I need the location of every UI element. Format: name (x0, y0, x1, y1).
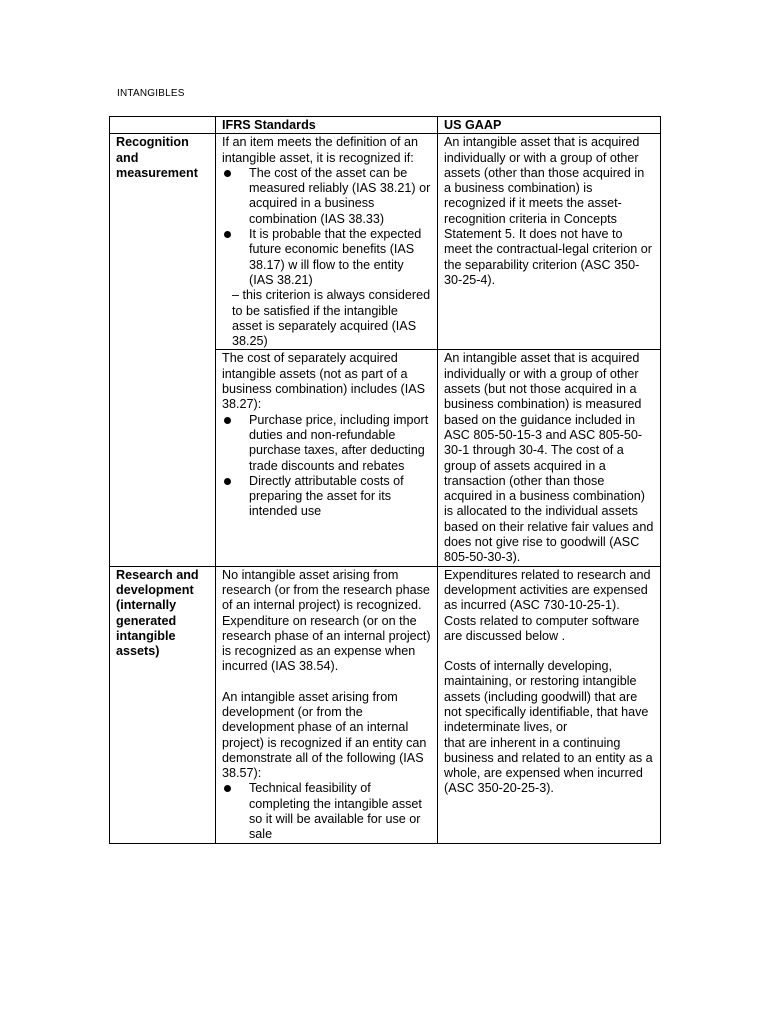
ifrs-recognition-continuation: – this criterion is always considered to be satisfied if the intangible asset is separately acquired (IAS 38.25) (232, 288, 431, 349)
ifrs-recognition-cell (216, 134, 438, 350)
table-row (110, 566, 661, 843)
gaap-recognition-text: An intangible asset that is acquired individually or with a group of other assets (other than those acquired in a business combination) is recognized if it meets the asset-recognition criteria in Concepts Statement 5. It does not have to meet the contractual-legal criterion or the separability criterion (ASC 350-30-25-4). (444, 135, 652, 287)
paragraph-gap (222, 675, 431, 690)
paragraph-gap (444, 644, 654, 659)
gaap-recognition-cell (438, 134, 661, 350)
ifrs-recognition-intro: If an item meets the definition of an intangible asset, it is recognized if: (222, 135, 419, 165)
table-row (110, 134, 661, 350)
table-header-row (110, 117, 661, 134)
list-item: The cost of the asset can be measured reliably (IAS 38.21) or acquired in a business combination (IAS 38.33) (222, 166, 431, 227)
ifrs-cost-intro: The cost of separately acquired intangible assets (not as part of a business combination) includes (IAS 38.27): (222, 351, 426, 412)
row-label-research: Research and development (internally generated intangible assets) (110, 566, 216, 843)
ifrs-development-para: An intangible asset arising from development (or from the development phase of an internal project) is recognized if an entity can demonstrate all of the following (IAS 38.57): (222, 689, 427, 781)
list-item: Directly attributable costs of preparing the asset for its intended use (222, 474, 431, 520)
gaap-research-cell (438, 566, 661, 843)
header-topic (110, 117, 216, 134)
comparison-table (109, 116, 661, 844)
ifrs-recognition-bullets (222, 166, 431, 288)
gaap-citation: (ASC 350-20-25-3). (444, 781, 554, 796)
list-item: It is probable that the expected future economic benefits (IAS 38.17) w ill flow to the entity (IAS 38.21) (222, 227, 431, 288)
gaap-cost-text: An intangible asset that is acquired individually or with a group of other assets (but not those acquired in a business combination) is measured based on the guidance included in ASC 805-50-15-3 and ASC 805-50-30-1 through 30-4. The cost of a group of assets acquired in a transaction (other than those acquired in a business combination) is allocated to the individual assets based on their relative fair values and does not give rise to goodwill (ASC 805-50-30-3). (444, 351, 654, 565)
header-us-gaap: US GAAP (438, 117, 661, 134)
gaap-internal-costs-para: Costs of internally developing, maintaining, or restoring intangible assets (including goodwill) that are not specifically identifiable, that have indeterminate lives, or (444, 659, 649, 735)
ifrs-development-bullets (222, 781, 431, 842)
gaap-cost-cell (438, 350, 661, 566)
ifrs-cost-cell (216, 350, 438, 566)
list-item: Purchase price, including import duties and non-refundable purchase taxes, after deducting trade discounts and rebates (222, 413, 431, 474)
gaap-inherent-para: that are inherent in a continuing business and related to an entity as a whole, are expensed when incurred (444, 735, 653, 781)
ifrs-research-cell (216, 566, 438, 843)
gaap-research-para: Expenditures related to research and development activities are expensed as incurred (ASC 730-10-25-1). (444, 567, 651, 613)
ifrs-cost-bullets (222, 413, 431, 520)
header-ifrs: IFRS Standards (216, 117, 438, 134)
document-title: INTANGIBLES (117, 88, 185, 99)
list-item: Technical feasibility of completing the intangible asset so it will be available for use or sale (222, 781, 431, 842)
gaap-software-para: Costs related to computer software are discussed below . (444, 613, 640, 643)
row-label-recognition: Recognition and measurement (110, 134, 216, 566)
ifrs-research-para: No intangible asset arising from research (or from the research phase of an internal project) is recognized. Expenditure on research (or on the research phase of an internal project) is recognized as an expense when incurred (IAS 38.54). (222, 567, 431, 674)
